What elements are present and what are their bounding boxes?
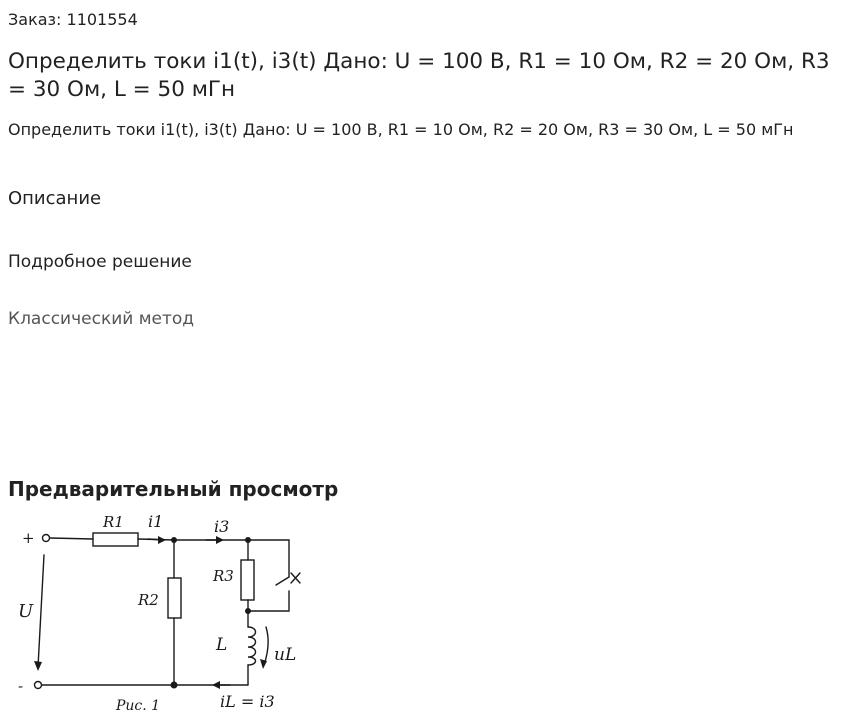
figure-caption: Рис. 1 (116, 698, 161, 714)
description-heading: Описание (8, 188, 102, 209)
node-d (171, 682, 178, 689)
arrowhead-u (34, 661, 42, 671)
circuit-diagram (8, 505, 328, 720)
label-il-eq: iL = i3 (220, 692, 275, 711)
switch-blade (276, 577, 289, 585)
label-minus: - (18, 677, 24, 695)
label-ul: uL (274, 645, 297, 665)
resistor-r3 (241, 560, 254, 600)
label-u: U (18, 601, 34, 622)
preview-heading: Предварительный просмотр (8, 477, 339, 501)
page-title: Определить токи i1(t), i3(t) Дано: U = 100 В, R1 = 10 Ом, R2 = 20 Ом, R3 = 30 Ом, L = 50 мГн (8, 49, 830, 102)
arrow-ul (264, 627, 268, 665)
label-r2: R2 (138, 591, 159, 609)
resistor-r2 (168, 578, 181, 618)
node-b (245, 537, 251, 543)
inductor-l (248, 627, 256, 665)
wire-top-left (50, 538, 93, 539)
order-number: Заказ: 1101554 (8, 10, 138, 29)
label-i3: i3 (214, 517, 230, 536)
label-l: L (216, 635, 228, 655)
terminal-minus (35, 682, 42, 689)
label-r1: R1 (103, 513, 124, 531)
resistor-r1 (93, 533, 138, 546)
task-summary: Определить токи i1(t), i3(t) Дано: U = 100 В, R1 = 10 Ом, R2 = 20 Ом, R3 = 30 Ом, L = 50 мГн (8, 120, 794, 139)
label-r3: R3 (213, 567, 234, 585)
arrowhead-i1 (158, 536, 166, 544)
arrowhead-il (212, 681, 220, 689)
terminal-plus (43, 535, 50, 542)
switch-mark (291, 573, 300, 583)
label-plus: + (22, 529, 35, 547)
solution-type: Подробное решение (8, 252, 192, 272)
node-c (245, 608, 251, 614)
label-i1: i1 (148, 512, 164, 531)
arrow-u (38, 555, 44, 667)
node-a (171, 537, 177, 543)
solution-method: Классический метод (8, 309, 195, 329)
arrowhead-i3 (216, 536, 224, 544)
